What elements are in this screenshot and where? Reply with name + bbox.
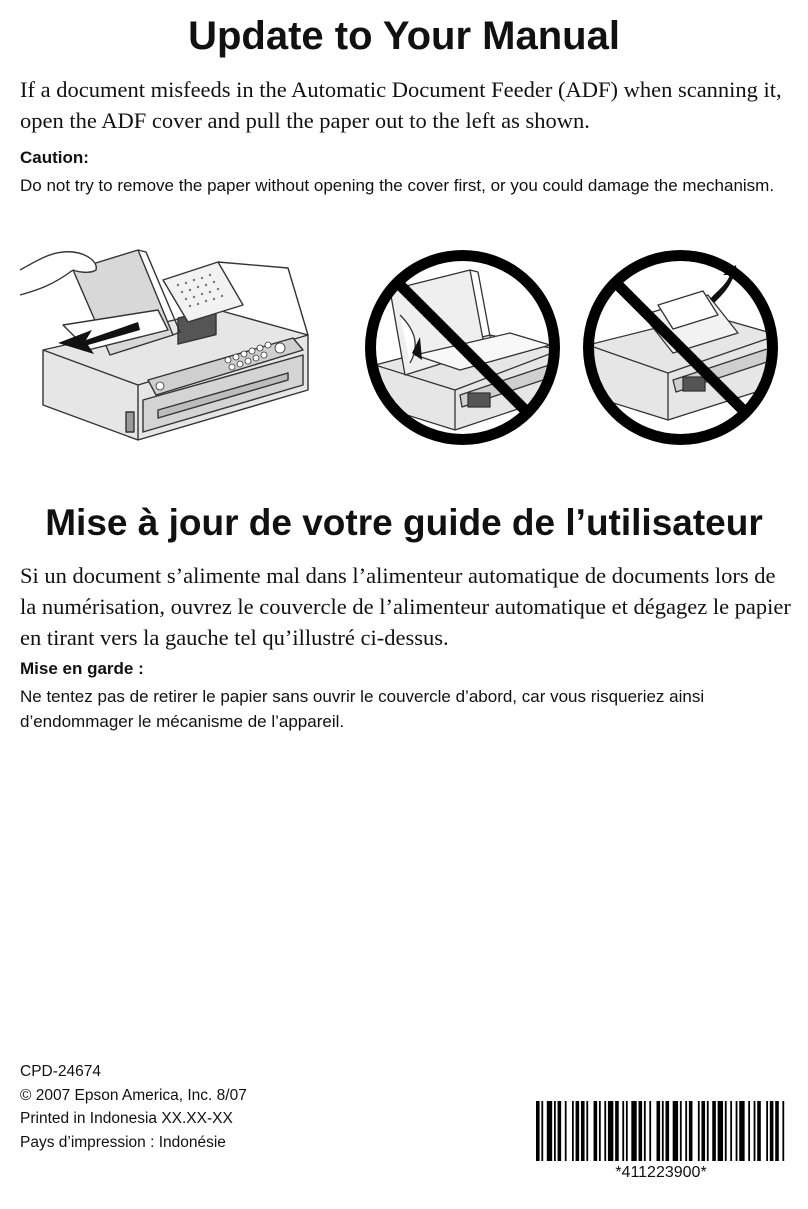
document-code: CPD-24674 [20,1063,101,1080]
barcode-bar [622,1101,624,1161]
barcode-bar [673,1101,678,1161]
pays-line: Pays d’impression : Indonésie [20,1133,226,1151]
barcode-bar [649,1101,651,1161]
barcode-bar [701,1101,705,1161]
barcode-number: *411223900* [615,1164,707,1181]
english-caution-heading: Caution: [20,148,89,167]
barcode-bar [586,1101,588,1161]
barcode-bar [689,1101,693,1161]
barcode-bar [730,1101,732,1161]
prohibited-open-scanner-lid-icon [360,245,565,450]
barcode-bar [547,1101,552,1161]
english-caution-text: Do not try to remove the paper without opening the cover first, or you could damage the mechanism. [20,176,775,195]
barcode-bar [604,1101,606,1161]
barcode-bar [712,1101,716,1161]
barcode-bar [707,1101,709,1161]
barcode-bar [576,1101,580,1161]
barcode-bar [685,1101,687,1161]
barcode-bar [639,1101,643,1161]
barcode-bar [766,1101,768,1161]
barcode-bar [698,1101,700,1161]
barcode-bar [558,1101,562,1161]
english-title: Update to Your Manual [188,14,620,58]
barcode-bar [599,1101,601,1161]
barcode-bar [657,1101,661,1161]
french-title: Mise à jour de votre guide de l’utilisateur [45,502,763,543]
barcode-bar [594,1101,598,1161]
barcode-bar [725,1101,727,1161]
prohibited-pull-from-tray-icon [578,245,783,450]
french-caution-text: Ne tentez pas de retirer le papier sans ouvrir le couvercle d’abord, car vous risqueriez ainsi d’endommager le mécanisme de l’appareil. [20,687,705,731]
barcode-bar [748,1101,750,1161]
barcode-bar [536,1101,540,1161]
footer-info [20,1060,247,1154]
barcode-bar [775,1101,779,1161]
barcode-graphic [536,1101,786,1161]
barcode-bar [736,1101,738,1161]
barcode-bar [782,1101,784,1161]
barcode-bar [770,1101,774,1161]
barcode-bar [644,1101,646,1161]
printed-line: Printed in Indonesia XX.XX-XX [20,1110,233,1127]
barcode-bar [554,1101,556,1161]
barcode-bar [718,1101,723,1161]
barcode-bar [541,1101,543,1161]
barcode-bar [615,1101,619,1161]
french-caution-heading: Mise en garde : [20,659,144,678]
barcode-bar [739,1101,744,1161]
barcode-bar [665,1101,669,1161]
copyright-line: © 2007 Epson America, Inc. 8/07 [20,1086,247,1104]
barcode-bar [626,1101,628,1161]
barcode-bar [754,1101,756,1161]
barcode-bar [680,1101,682,1161]
barcode-bar [565,1101,567,1161]
barcode-bar [572,1101,574,1161]
printer-open-cover-illustration [18,240,318,460]
barcode-bar [608,1101,613,1161]
english-body: If a document misfeeds in the Automatic Document Feeder (ADF) when scanning it, open the ADF cover and pull the paper out to the left as shown. [20,77,782,133]
barcode-bar [757,1101,761,1161]
barcode-bar [631,1101,636,1161]
french-body: Si un document s’alimente mal dans l’alimenteur automatique de documents lors de la numérisation, ouvrez le couvercle de l’alimenteur automatique et dégagez le papier en tirant vers la gauche tel qu’illustré ci-dessus. [20,563,791,650]
barcode-bar [581,1101,585,1161]
barcode-bar [662,1101,664,1161]
